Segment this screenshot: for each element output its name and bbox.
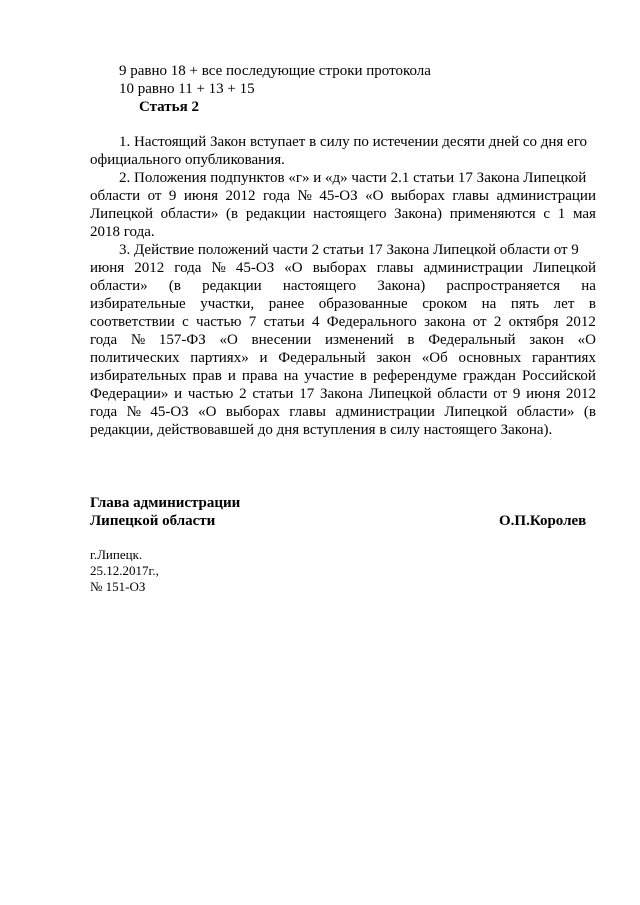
word: в <box>588 296 596 312</box>
word: Федеральный <box>428 332 516 348</box>
word: № <box>297 188 312 204</box>
word: 7 <box>248 314 257 330</box>
word: частью <box>187 386 234 402</box>
paragraph-3-line-9 <box>90 385 596 403</box>
word: 2012 <box>134 260 165 276</box>
word: 45-ОЗ <box>150 404 189 420</box>
word: Федеральный <box>278 350 366 366</box>
footer-city: г.Липецк. <box>90 547 143 562</box>
word: Федерации» <box>90 386 169 402</box>
paragraph-1-line-1: 1. Настоящий Закон вступает в силу по истечении десяти дней со дня его <box>119 134 587 150</box>
paragraph-3-line-4 <box>90 295 596 313</box>
word: Липецкой <box>533 260 596 276</box>
word: года <box>174 260 202 276</box>
word: Федерального <box>326 314 417 330</box>
word: № <box>126 404 141 420</box>
paragraph-3-line-5 <box>90 313 596 331</box>
word: года <box>90 404 118 420</box>
word: закон <box>529 332 564 348</box>
word: в <box>359 368 367 384</box>
paragraph-3-line-2 <box>90 259 596 277</box>
word: июня <box>90 260 125 276</box>
word: и <box>174 386 183 402</box>
word: (в <box>168 278 181 294</box>
word: на <box>481 296 497 312</box>
word: на <box>581 278 596 294</box>
word: образованные <box>318 296 408 312</box>
word: администрации <box>423 260 523 276</box>
paragraph-3-line-8 <box>90 367 596 385</box>
word: 2 <box>239 386 247 402</box>
word: администрации <box>496 188 596 204</box>
word: 2012 <box>565 386 596 402</box>
word: «О <box>577 332 596 348</box>
word: соответствии <box>90 314 175 330</box>
word: октября <box>508 314 559 330</box>
paragraph-3-line-11: редакции, действовавшей до дня вступления в силу настоящего Закона). <box>90 422 553 438</box>
word: основных <box>458 350 522 366</box>
word: с <box>543 206 551 222</box>
word: на <box>283 368 299 384</box>
word: области» <box>516 404 575 420</box>
word: Российской <box>521 368 596 384</box>
paragraph-2-line-4: 2018 года. <box>90 224 155 240</box>
footer-number: № 151-ОЗ <box>90 579 146 594</box>
word: 4 <box>311 314 320 330</box>
paragraph-3-line-3 <box>90 277 596 295</box>
paragraph-2-line-1: 2. Положения подпунктов «г» и «д» части 2.1 статьи 17 Закона Липецкой <box>119 170 587 186</box>
word: Липецкой <box>444 404 508 420</box>
word: года <box>262 188 291 204</box>
word: 45-ОЗ <box>319 188 358 204</box>
word: партиях» <box>190 350 249 366</box>
word: «О <box>284 260 303 276</box>
word: главы <box>452 188 490 204</box>
word: № <box>211 260 226 276</box>
word: главы <box>289 404 326 420</box>
word: от <box>493 386 508 402</box>
word: выборах <box>312 260 367 276</box>
word: 9 <box>168 188 177 204</box>
word: редакции <box>202 278 262 294</box>
word: Закона <box>319 386 363 402</box>
word: выборах <box>390 188 445 204</box>
word: Липецкой <box>90 206 153 222</box>
word: 157-ФЗ <box>158 332 206 348</box>
word: «О <box>365 188 384 204</box>
word: участие <box>304 368 354 384</box>
protocol-line-2: 10 равно 11 + 13 + 15 <box>119 81 255 97</box>
word: распространяется <box>446 278 561 294</box>
word: настоящего <box>313 206 387 222</box>
paragraph-3-line-1: 3. Действие положений части 2 статьи 17 Закона Липецкой области от 9 <box>119 242 579 258</box>
word: участки, <box>200 296 255 312</box>
word: и <box>259 350 268 366</box>
word: закон <box>376 350 411 366</box>
word: статьи <box>252 386 294 402</box>
word: № <box>130 332 146 348</box>
word: 2012 <box>225 188 256 204</box>
word: 2 <box>493 314 502 330</box>
paragraph-1-line-2: официального опубликования. <box>90 152 285 168</box>
word: 9 <box>512 386 521 402</box>
paragraph-3-line-6 <box>90 331 596 349</box>
word: избирательных <box>90 368 187 384</box>
word: применяются <box>449 206 536 222</box>
word: выборах <box>225 404 280 420</box>
word: пять <box>510 296 540 312</box>
word: в <box>407 332 415 348</box>
word: ранее <box>268 296 305 312</box>
word: Закона) <box>377 278 426 294</box>
footer-date: 25.12.2017г., <box>90 563 159 578</box>
word: гарантиях <box>531 350 596 366</box>
word: Липецкой <box>368 386 432 402</box>
word: главы <box>376 260 414 276</box>
signature-title-line-1: Глава администрации <box>90 495 241 511</box>
word: редакции <box>245 206 306 222</box>
word: частью <box>196 314 242 330</box>
word: области <box>90 188 141 204</box>
signature-name: О.П.Королев <box>499 513 587 529</box>
word: «Об <box>421 350 448 366</box>
paragraph-3-line-7 <box>90 349 596 367</box>
word: закона <box>424 314 466 330</box>
word: 1 <box>557 206 566 222</box>
word: внесении <box>251 332 312 348</box>
word: изменений <box>325 332 394 348</box>
word: избирательные <box>90 296 186 312</box>
paragraph-2-line-3 <box>90 205 596 223</box>
word: политических <box>90 350 180 366</box>
word: года <box>90 332 118 348</box>
word: области» <box>160 206 219 222</box>
word: от <box>147 188 162 204</box>
word: 45-ОЗ <box>235 260 275 276</box>
word: права <box>241 368 278 384</box>
word: сроком <box>422 296 468 312</box>
word: области» <box>90 278 148 294</box>
word: июня <box>183 188 219 204</box>
word: прав <box>192 368 222 384</box>
word: июня <box>526 386 561 402</box>
word: с <box>182 314 189 330</box>
paragraph-3-line-10 <box>90 403 596 421</box>
word: области <box>437 386 488 402</box>
word: 2012 <box>565 314 596 330</box>
word: (в <box>583 404 596 420</box>
word: и <box>227 368 236 384</box>
word: граждан <box>462 368 516 384</box>
paragraph-2-line-2 <box>90 187 596 205</box>
word: (в <box>226 206 239 222</box>
word: «О <box>198 404 217 420</box>
protocol-line-1: 9 равно 18 + все последующие строки протокола <box>119 63 431 79</box>
word: «О <box>219 332 238 348</box>
word: референдуме <box>372 368 457 384</box>
word: администрации <box>335 404 435 420</box>
word: лет <box>553 296 575 312</box>
article-title: Статья 2 <box>139 99 199 115</box>
word: от <box>472 314 487 330</box>
word: настоящего <box>282 278 357 294</box>
word: статьи <box>263 314 305 330</box>
word: 17 <box>299 386 315 402</box>
signature-title-line-2: Липецкой области <box>90 513 216 529</box>
word: мая <box>572 206 596 222</box>
word: Закона) <box>394 206 443 222</box>
